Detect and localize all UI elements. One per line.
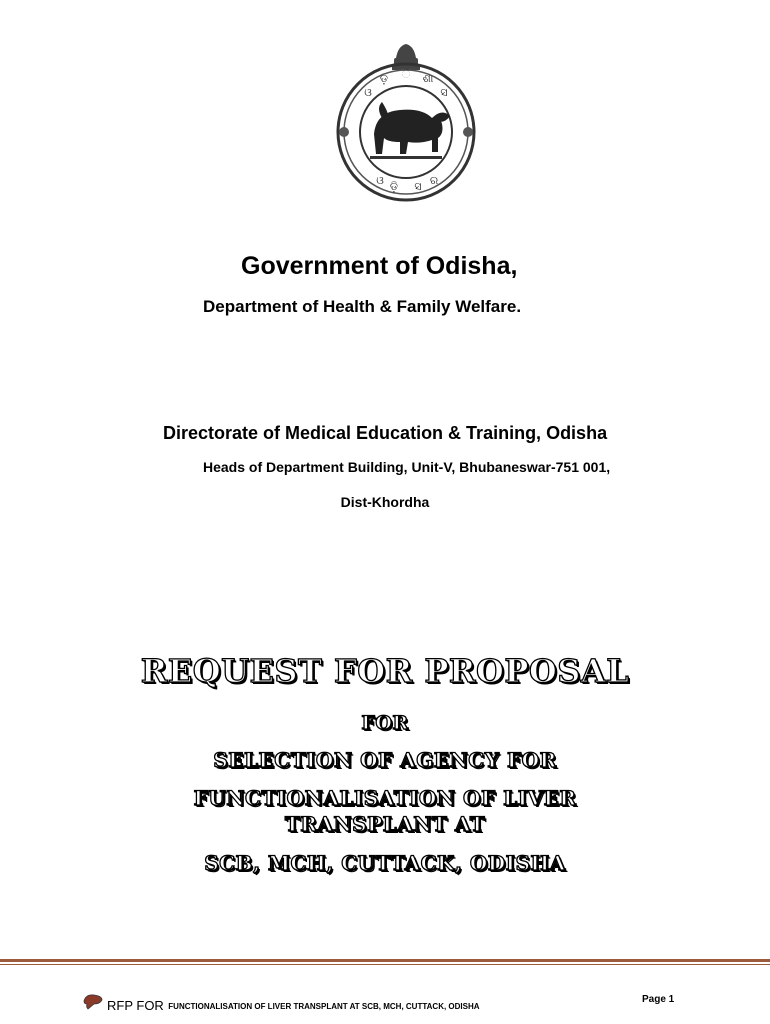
directorate-address: Heads of Department Building, Unit-V, Bhubaneswar-751 001, [203,459,611,475]
page-number: Page 1 [642,994,675,1005]
government-heading: Government of Odisha, [241,252,518,280]
title-selection: SELECTION OF AGENCY FOR [213,748,557,772]
title-for: FOR [361,712,409,734]
document-title: REQUEST FOR PROPOSAL [140,652,630,690]
directorate-name: Directorate of Medical Education & Training, Odisha [163,423,608,443]
footer-title: FUNCTIONALISATION OF LIVER TRANSPLANT AT SCB, MCH, CUTTACK, ODISHA [168,1002,480,1011]
directorate-district: Dist-Khordha [340,494,430,510]
svg-text:ଓ: ଓ [376,174,384,187]
footer-divider-thin [0,964,770,965]
footer-label [82,991,480,1013]
svg-text:ଶା: ଶା [422,72,434,85]
svg-text:ି: ି [401,68,411,81]
title-functionalisation-line1: FUNCTIONALISATION OF LIVER [193,786,577,810]
svg-text:ଓ: ଓ [364,86,372,99]
footer-prefix: RFP FOR [107,998,164,1013]
department-subheading: Department of Health & Family Welfare. [203,297,522,316]
title-location: SCB, MCH, CUTTACK, ODISHA [204,851,566,875]
footer-divider [0,959,770,962]
liver-icon [82,991,104,1013]
odisha-emblem-logo [322,38,490,206]
svg-text:ଡ଼ି: ଡ଼ି [389,180,399,193]
title-functionalisation-line2: TRANSPLANT AT [284,812,486,836]
svg-text:ଡ଼: ଡ଼ [379,72,389,85]
svg-text:ସ: ସ [414,180,422,193]
svg-text:ର: ର [429,174,439,187]
svg-text:ସ: ସ [440,86,448,99]
